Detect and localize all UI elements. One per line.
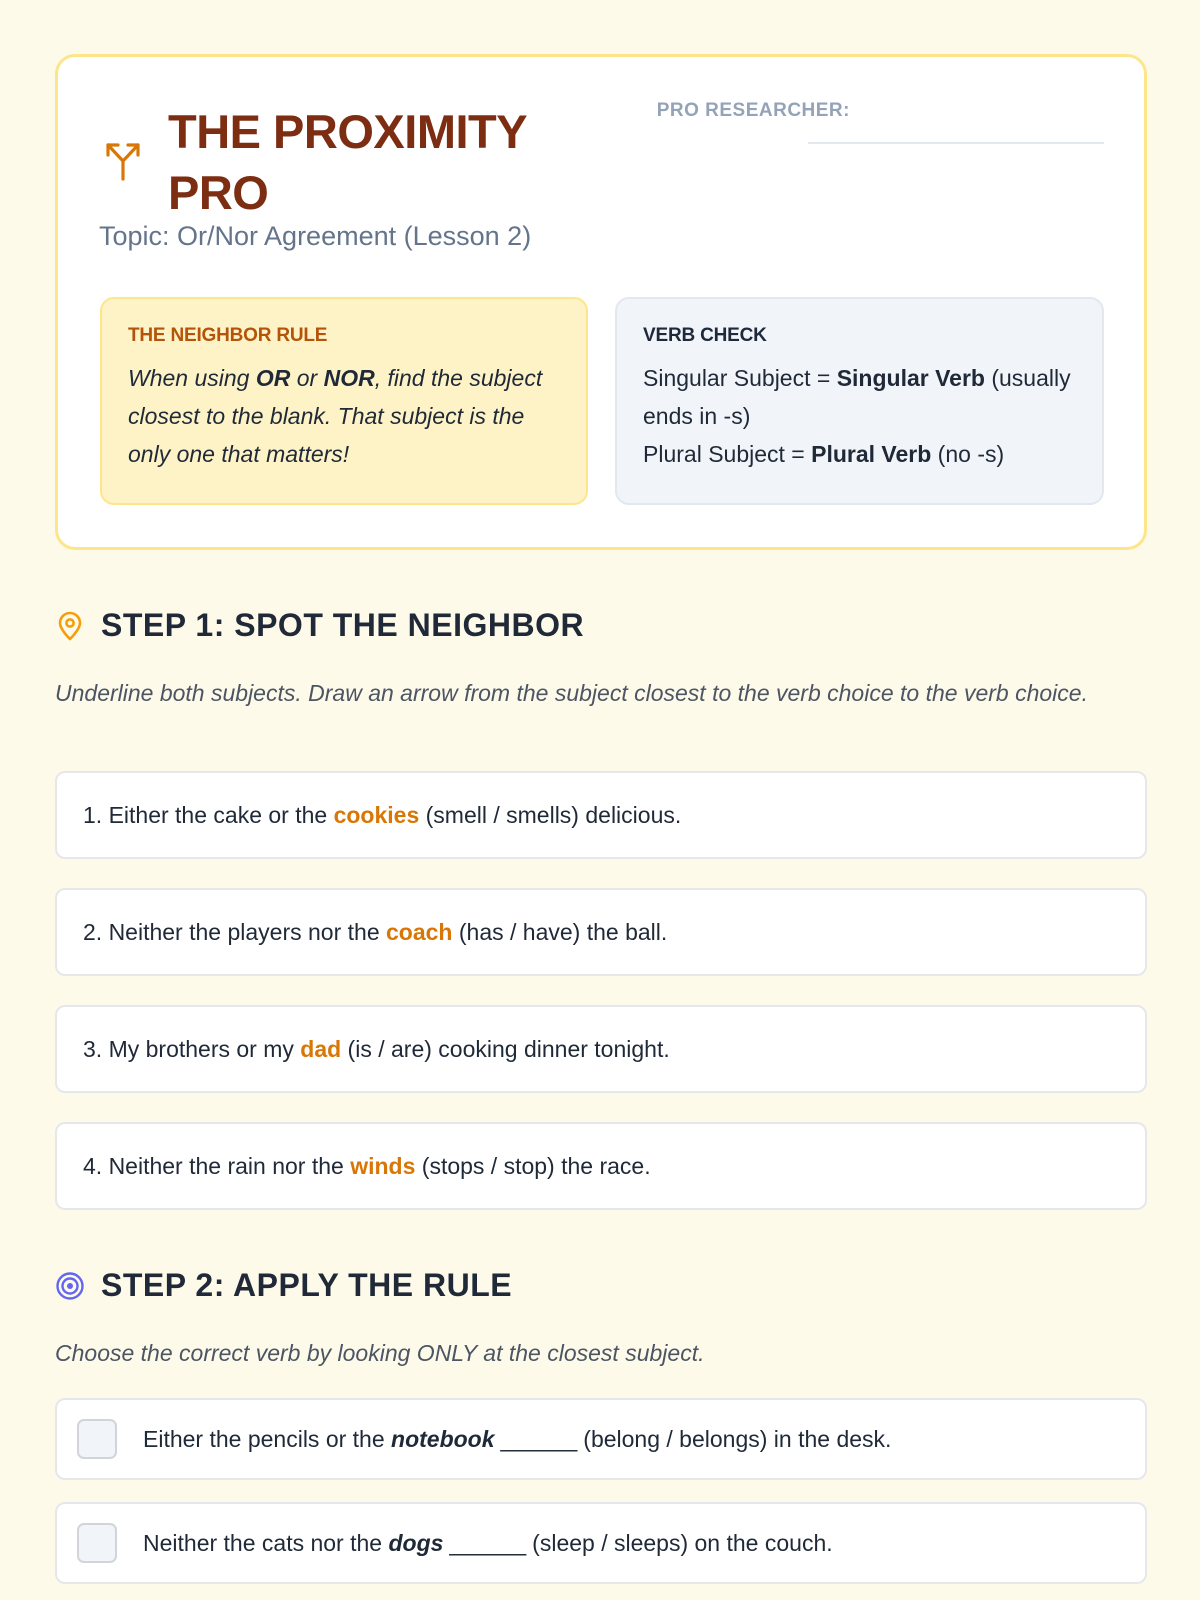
answer-blank[interactable]: ______ — [449, 1529, 527, 1556]
rule-or-keyword: OR — [255, 365, 291, 391]
researcher-label: PRO RESEARCHER: — [656, 100, 850, 121]
item-text: Either the pencils or the — [143, 1425, 392, 1452]
list-item — [55, 1398, 1147, 1480]
verb-text-part: Plural Subject = — [643, 441, 812, 467]
verb-check-plural — [643, 435, 1076, 473]
closest-subject: dad — [300, 1035, 342, 1062]
step1-title: STEP 1: SPOT THE NEIGHBOR — [101, 607, 585, 643]
answer-blank[interactable]: ______ — [500, 1425, 578, 1452]
rule-text-part: When using — [128, 365, 256, 391]
answer-checkbox[interactable] — [77, 1523, 117, 1563]
item-text: (belong / belongs) in the desk. — [583, 1425, 892, 1452]
page-title: THE PROXIMITY PRO — [168, 105, 527, 219]
step2-heading — [55, 1267, 512, 1304]
item-text: 4. Neither the rain nor the — [83, 1152, 351, 1179]
rule-nor-keyword: NOR — [323, 365, 375, 391]
step2-title: STEP 2: APPLY THE RULE — [101, 1267, 513, 1303]
map-pin-icon — [55, 611, 85, 641]
verb-text-part: (usually ends in -s) — [643, 365, 1071, 429]
item-text: (has / have) the ball. — [452, 918, 668, 945]
rule-text-part: or — [290, 365, 324, 391]
list-item — [55, 888, 1147, 976]
step2-instructions: Choose the correct verb by looking ONLY at the closest subject. — [55, 1340, 705, 1366]
topic-subtitle: Topic: Or/Nor Agreement (Lesson 2) — [99, 221, 532, 251]
item-text: (is / are) cooking dinner tonight. — [341, 1035, 670, 1062]
item-text: 1. Either the cake or the — [83, 801, 334, 828]
rule-text-part: , find the subject closest to the blank. That subject is the only one that matters! — [128, 365, 543, 467]
list-item — [55, 1005, 1147, 1093]
item-text: 2. Neither the players nor the — [83, 918, 386, 945]
neighbor-rule-heading: THE NEIGHBOR RULE — [128, 325, 328, 346]
plural-verb-label: Plural Verb — [811, 441, 932, 467]
answer-checkbox[interactable] — [77, 1419, 117, 1459]
closest-subject: coach — [386, 918, 453, 945]
neighbor-rule-box — [100, 297, 588, 505]
item-text: (sleep / sleeps) on the couch. — [532, 1529, 833, 1556]
split-arrow-icon — [100, 135, 146, 181]
item-text: (smell / smells) delicious. — [419, 801, 682, 828]
verb-text-part: (no -s) — [931, 441, 1005, 467]
closest-subject: notebook — [391, 1425, 495, 1452]
list-item — [55, 771, 1147, 859]
item-text: 3. My brothers or my — [83, 1035, 301, 1062]
list-item — [55, 1502, 1147, 1584]
target-icon — [55, 1271, 85, 1301]
verb-check-text — [643, 359, 1076, 473]
closest-subject: cookies — [333, 801, 420, 828]
item-text: Neither the cats nor the — [143, 1529, 389, 1556]
list-item — [55, 1122, 1147, 1210]
singular-verb-label: Singular Verb — [836, 365, 985, 391]
researcher-name-field[interactable] — [808, 142, 1104, 144]
step1-instructions: Underline both subjects. Draw an arrow from the subject closest to the verb choice to the verb choice. — [55, 680, 1088, 706]
verb-check-singular — [643, 359, 1076, 435]
verb-text-part: Singular Subject = — [643, 365, 837, 391]
header-card — [55, 54, 1147, 550]
neighbor-rule-text — [128, 359, 560, 473]
verb-check-box — [615, 297, 1104, 505]
step1-heading — [55, 607, 584, 644]
closest-subject: dogs — [388, 1529, 444, 1556]
closest-subject: winds — [350, 1152, 416, 1179]
verb-check-heading: VERB CHECK — [643, 325, 767, 346]
item-text: (stops / stop) the race. — [415, 1152, 651, 1179]
